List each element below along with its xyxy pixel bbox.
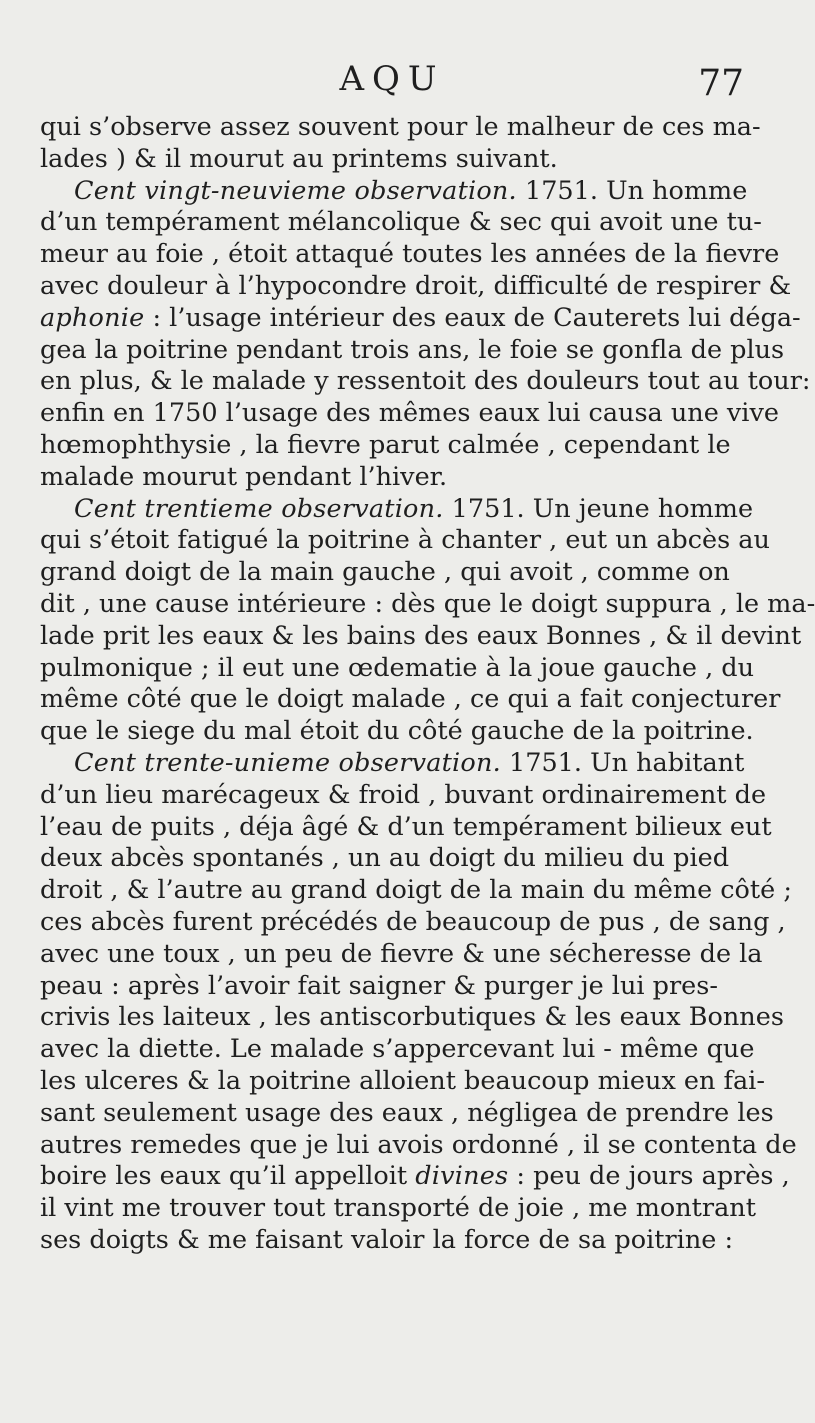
text-line <box>40 175 748 208</box>
text-line: crivis les laiteux , les antiscorbutiques & les eaux Bonnes <box>40 1002 784 1033</box>
text-run: 1751. Un homme <box>516 175 748 206</box>
text-line: lade prit les eaux & les bains des eaux Bonnes , & il devint <box>40 620 802 651</box>
text-line: qui s’étoit fatigué la poitrine à chanter , eut un abcès au <box>40 525 770 556</box>
text-line: d’un lieu marécageux & froid , buvant ordinairement de <box>40 779 767 810</box>
running-head-title: AQU <box>339 59 445 99</box>
text-run: boire les eaux qu’il appelloit <box>40 1161 416 1192</box>
text-line: hœmophthysie , la fievre parut calmée , cependant le <box>40 429 731 460</box>
text-line: droit , & l’autre au grand doigt de la main du même côté ; <box>40 875 792 906</box>
italic-text-run: divines <box>415 1161 509 1192</box>
text-line: il vint me trouver tout transporté de joie , me montrant <box>40 1193 756 1224</box>
italic-text-run: aphonie <box>40 302 145 333</box>
italic-text-run: Cent vingt-neuvieme observation. <box>74 175 517 206</box>
text-line: même côté que le doigt malade , ce qui a fait conjecturer <box>40 684 781 715</box>
text-line <box>40 1161 790 1193</box>
body-text <box>40 112 815 1257</box>
text-line: deux abcès spontanés , un au doigt du milieu du pied <box>40 843 730 874</box>
text-run: 1751. Un jeune homme <box>443 493 754 524</box>
italic-text-run: Cent trente-unieme observation. <box>74 747 501 778</box>
text-line: ses doigts & me faisant valoir la force de sa poitrine : <box>40 1224 734 1255</box>
running-head <box>40 59 744 110</box>
text-line: gea la poitrine pendant trois ans, le foie se gonfla de plus <box>40 334 785 365</box>
text-line: avec douleur à l’hypocondre droit, difficulté de respirer & <box>40 270 792 301</box>
text-line: lades ) & il mourut au printems suivant. <box>40 143 558 174</box>
text-line <box>40 493 754 526</box>
text-run: : l’usage intérieur des eaux de Cauterets lui déga- <box>144 302 801 333</box>
text-line: dit , une cause intérieure : dès que le doigt suppura , le ma- <box>40 588 815 619</box>
text-line: autres remedes que je lui avois ordonné , il se contenta de <box>40 1129 797 1160</box>
text-line: qui s’observe assez souvent pour le malheur de ces ma- <box>40 112 761 142</box>
text-run: 1751. Un habitant <box>500 747 745 778</box>
text-line: pulmonique ; il eut une œdematie à la joue gauche , du <box>40 652 755 683</box>
text-line: l’eau de puits , déja âgé & d’un tempérament bilieux eut <box>40 811 772 842</box>
text-line: sant seulement usage des eaux , négligea de prendre les <box>40 1097 774 1128</box>
text-line: avec une toux , un peu de fievre & une sécheresse de la <box>40 938 763 969</box>
text-line: les ulceres & la poitrine alloient beaucoup mieux en fai- <box>40 1065 765 1096</box>
page-number: 77 <box>698 63 744 104</box>
text-line: que le siege du mal étoit du côté gauche de la poitrine. <box>40 716 754 747</box>
text-line: ces abcès furent précédés de beaucoup de pus , de sang , <box>40 906 786 937</box>
italic-text-run: Cent trentieme observation. <box>74 493 444 524</box>
text-line: malade mourut pendant l’hiver. <box>40 461 448 492</box>
text-line <box>40 748 744 780</box>
text-line <box>40 302 801 335</box>
text-line: en plus, & le malade y ressentoit des douleurs tout au tour: <box>40 366 811 397</box>
text-line: grand doigt de la main gauche , qui avoit , comme on <box>40 557 730 588</box>
text-run: : peu de jours après , <box>508 1161 790 1192</box>
text-line: meur au foie , étoit attaqué toutes les années de la fievre <box>40 239 780 270</box>
text-line: enfin en 1750 l’usage des mêmes eaux lui causa une vive <box>40 398 779 429</box>
text-line: peau : après l’avoir fait saigner & purger je lui pres- <box>40 970 718 1001</box>
text-line: d’un tempérament mélancolique & sec qui avoit une tu- <box>40 207 762 238</box>
text-line: avec la diette. Le malade s’appercevant lui - même que <box>40 1034 755 1065</box>
